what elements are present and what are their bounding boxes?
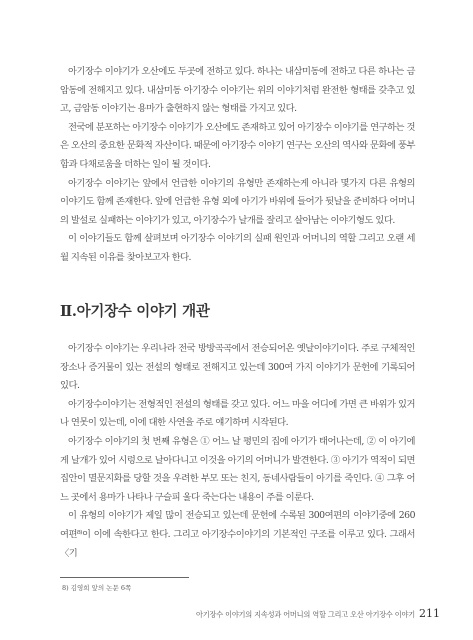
paragraph: 전국에 분포하는 아기장수 이야기가 오산에도 존재하고 있어 아기장수 이야기를 연구하는 것은 오산의 중요한 문화적 자산이다. 때문에 아기장수 이야기 연구는 오산의 역사와 문화에 풍부함과 다채로움을 더하는 일이 될 것이다. bbox=[60, 121, 415, 170]
running-footer: 아기장수 이야기의 지속성과 어머니의 역할 그리고 오산 아기장수 이야기 bbox=[196, 610, 415, 619]
paragraph: 아기장수이야기는 전형적인 전설의 형태를 갖고 있다. 어느 마을 어디에 가면 큰 바위가 있거나 연못이 있는데, 이에 대한 사연을 주로 얘기하며 시작된다. bbox=[60, 398, 415, 429]
paragraph: 아기장수 이야기는 우리나라 전국 방방곡곡에서 전승되어온 옛날이야기이다. 주로 구체적인 장소나 증거물이 있는 전설의 형태로 전해지고 있는데 300여 가지 이야기가 문헌에 기록되어 있다. bbox=[60, 343, 415, 392]
section-text bbox=[60, 340, 415, 563]
paragraph: 아기장수 이야기는 앞에서 언급한 이야기의 유형만 존재하는게 아니라 몇가지 다른 유형의 이야기도 함께 존재한다. 앞에 언급한 유형 외에 아기가 바위에 들어가 뒷날을 준비하다 어머니의 발설로 실패하는 이야기가 있고, 아기장수가 날개를 잘리고 살아남는 이야기형도 있다. bbox=[60, 177, 415, 226]
page-number: 211 bbox=[419, 607, 440, 620]
footnote-divider bbox=[60, 577, 189, 578]
footnote: 8) 김영희 앞의 논문 6쪽 bbox=[62, 584, 132, 592]
paragraph: 이 유형의 이야기가 제일 많이 전승되고 있는데 문헌에 수록된 300여편의 이야기중에 260여편⁸⁾이 이에 속한다고 한다. 그리고 아기장수이야기의 기본적인 구조를 이루고 있다. 그래서 〈기 bbox=[60, 510, 415, 559]
section-heading: Ⅱ.아기장수 이야기 개관 bbox=[60, 303, 210, 320]
paragraph: 아기장수 이야기의 첫 번째 유형은 ① 어느 날 평민의 집에 아기가 태어나는데, ② 이 아기에게 날개가 있어 시렁으로 날아다니고 이것을 아기의 어머니가 발견한다. ③ 아기가 역적이 되면 집안이 멸문지화를 당할 것을 우려한 부모 또는 친지, 동네사람들이 아기를 죽인다. ④ 그후 어느 곳에서 용마가 나타나 구슬피 울다 죽는다는 내용이 주를 이룬다. bbox=[60, 435, 415, 503]
paragraph: 이 이야기들도 함께 살펴보며 아기장수 이야기의 실패 원인과 어머니의 역할 그리고 오랜 세월 지속된 이유를 찾아보고자 한다. bbox=[60, 233, 415, 263]
intro-text bbox=[60, 63, 415, 268]
paragraph: 아기장수 이야기가 오산에도 두곳에 전하고 있다. 하나는 내삼미동에 전하고 다른 하나는 금암동에 전해지고 있다. 내삼미동 아기장수 이야기는 위의 이야기처럼 완전한 형태를 갖추고 있고, 금암동 이야기는 용마가 출현하지 않는 형태를 가지고 있다. bbox=[60, 66, 415, 115]
